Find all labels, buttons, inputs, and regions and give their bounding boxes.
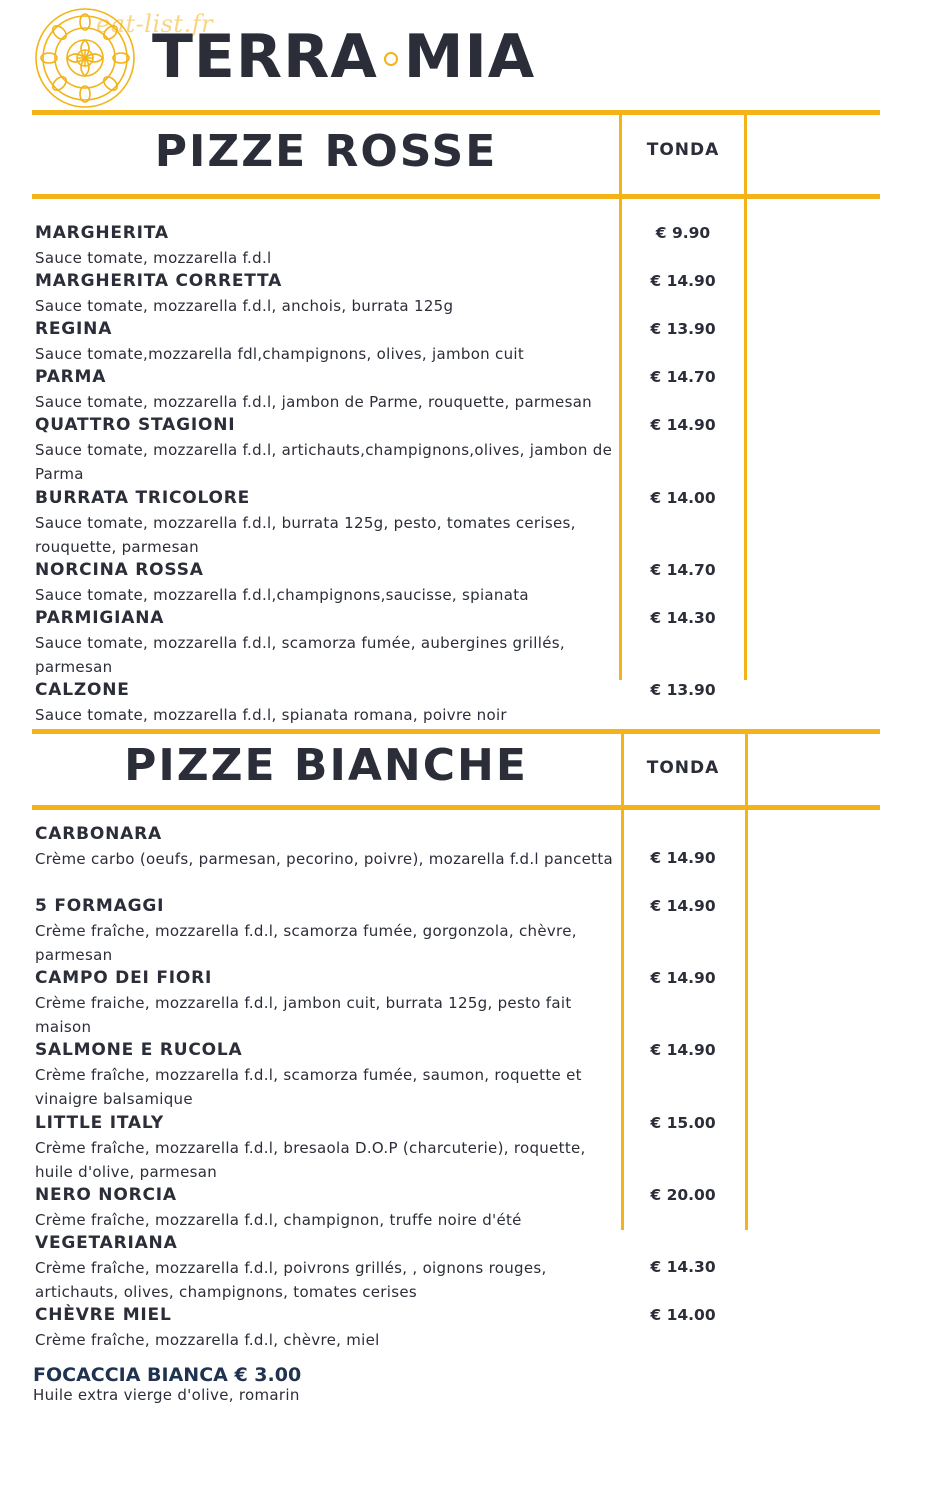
menu-item-price: € 15.00	[650, 1114, 716, 1132]
menu-item-desc: Sauce tomate, mozzarella f.d.l, artichauts,champignons,olives, jambon de Parma	[35, 441, 613, 483]
menu-item-name: BURRATA TRICOLORE	[35, 488, 251, 508]
menu-item-price: € 20.00	[650, 1186, 716, 1204]
menu-item-desc: Sauce tomate,mozzarella fdl,champignons, olives, jambon cuit	[35, 345, 525, 363]
menu-item-desc: Sauce tomate, mozzarella f.d.l, spianata romana, poivre noir	[35, 706, 507, 724]
menu-item-name: 5 FORMAGGI	[35, 896, 165, 916]
menu-item-desc: Sauce tomate, mozzarella f.d.l, jambon de Parme, rouquette, parmesan	[35, 393, 592, 411]
column-head-tonda: TONDA	[646, 140, 720, 160]
menu-item-desc: Sauce tomate, mozzarella f.d.l, scamorza fumée, aubergines grillés, parmesan	[35, 634, 565, 676]
menu-item-desc: Crème fraiche, mozzarella f.d.l, jambon cuit, burrata 125g, pesto fait maison	[35, 994, 572, 1036]
menu-item-desc: Sauce tomate, mozzarella f.d.l,champignons,saucisse, spianata	[35, 586, 529, 604]
menu-item-desc: Crème carbo (oeufs, parmesan, pecorino, poivre), mozarella f.d.l pancetta	[35, 850, 613, 868]
brand-title-right: MIA	[403, 22, 536, 92]
focaccia-title: FOCACCIA BIANCA € 3.00	[33, 1364, 302, 1386]
menu-item-desc: Sauce tomate, mozzarella f.d.l, burrata 125g, pesto, tomates cerises, rouquette, parmesan	[35, 514, 576, 556]
divider-rosse-top	[32, 110, 880, 115]
menu-item-name: MARGHERITA	[35, 223, 169, 243]
menu-item-name: QUATTRO STAGIONI	[35, 415, 236, 435]
menu-item-price: € 14.00	[650, 1306, 716, 1324]
menu-item-price: € 9.90	[655, 224, 711, 242]
menu-item-name: MARGHERITA CORRETTA	[35, 271, 283, 291]
section-title-bianche: PIZZE BIANCHE	[124, 740, 528, 791]
menu-item-price: € 14.90	[650, 897, 716, 915]
brand-title-left: TERRA	[152, 22, 378, 92]
divider-bianche-header	[32, 805, 880, 810]
menu-item-name: PARMA	[35, 367, 107, 387]
menu-item-name: CAMPO DEI FIORI	[35, 968, 213, 988]
menu-item-price: € 14.90	[650, 416, 716, 434]
menu-item-desc: Crème fraîche, mozzarella f.d.l, champignon, truffe noire d'été	[35, 1211, 522, 1229]
menu-item-price: € 13.90	[650, 320, 716, 338]
menu-item-desc: Sauce tomate, mozzarella f.d.l, anchois, burrata 125g	[35, 297, 454, 315]
divider-bianche-top	[32, 729, 880, 734]
menu-item-name: CHÈVRE MIEL	[35, 1305, 172, 1325]
menu-item-price: € 14.90	[650, 969, 716, 987]
menu-item-price: € 14.30	[650, 609, 716, 627]
divider-rosse-header	[32, 194, 880, 199]
menu-item-desc: Crème fraîche, mozzarella f.d.l, poivrons grillés, , oignons rouges, artichauts, olives, champignons, tomates cerises	[35, 1259, 547, 1301]
menu-item-name: NERO NORCIA	[35, 1185, 177, 1205]
menu-item-price: € 13.90	[650, 681, 716, 699]
menu-item-price: € 14.90	[650, 272, 716, 290]
section-title-rosse: PIZZE ROSSE	[154, 126, 498, 177]
watermark: eat-list.fr	[96, 10, 214, 38]
focaccia-desc: Huile extra vierge d'olive, romarin	[33, 1386, 300, 1404]
menu-item-desc: Sauce tomate, mozzarella f.d.l	[35, 249, 272, 267]
menu-item-name: PARMIGIANA	[35, 608, 165, 628]
menu-item-name: NORCINA ROSSA	[35, 560, 204, 580]
menu-item-price: € 14.70	[650, 561, 716, 579]
menu-item-price: € 14.90	[650, 1041, 716, 1059]
column-rule-right	[745, 734, 748, 1230]
menu-item-desc: Crème fraîche, mozzarella f.d.l, scamorza fumée, gorgonzola, chèvre, parmesan	[35, 922, 577, 964]
menu-item-name: CALZONE	[35, 680, 130, 700]
menu-item-price: € 14.70	[650, 368, 716, 386]
menu-item-name: LITTLE ITALY	[35, 1113, 164, 1133]
menu-item-desc: Crème fraîche, mozzarella f.d.l, chèvre, miel	[35, 1331, 380, 1349]
menu-item-name: REGINA	[35, 319, 113, 339]
menu-item-name: VEGETARIANA	[35, 1233, 178, 1253]
circle-dot-icon	[384, 52, 398, 66]
column-rule-right	[744, 115, 747, 680]
menu-item-desc: Crème fraîche, mozzarella f.d.l, bresaola D.O.P (charcuterie), roquette, huile d'olive, parmesan	[35, 1139, 586, 1181]
menu-item-price: € 14.90	[650, 849, 716, 867]
column-head-tonda: TONDA	[646, 758, 720, 778]
menu-item-name: SALMONE E RUCOLA	[35, 1040, 243, 1060]
menu-item-price: € 14.30	[650, 1258, 716, 1276]
menu-item-price: € 14.00	[650, 489, 716, 507]
menu-item-desc: Crème fraîche, mozzarella f.d.l, scamorza fumée, saumon, roquette et vinaigre balsamique	[35, 1066, 582, 1108]
brand-title	[152, 22, 535, 92]
menu-item-name: CARBONARA	[35, 824, 162, 844]
